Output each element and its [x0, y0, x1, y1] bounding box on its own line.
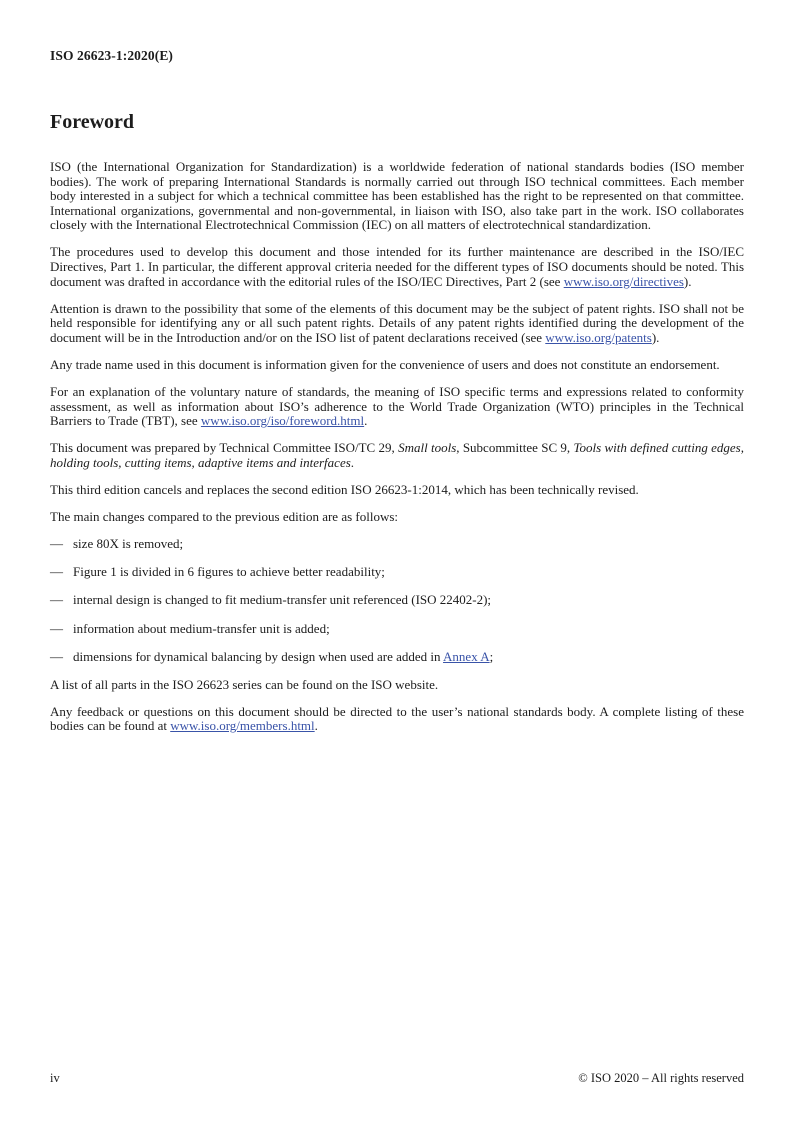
list-item-text: [73, 622, 744, 637]
text-run: dimensions for dynamical balancing by design when used are added in: [73, 648, 444, 664]
paragraph: [50, 705, 744, 734]
paragraph: [50, 510, 744, 525]
list-dash: —: [50, 592, 63, 608]
text-run: , Subcommittee SC 9,: [456, 440, 574, 456]
italic-text: Tools with defined cutting edges, holding tools, cutting items, adaptive items and interfaces: [50, 440, 744, 470]
list-item-text: [73, 650, 744, 665]
text-run: This document was prepared by Technical Committee ISO/TC 29,: [50, 440, 399, 456]
change-list-item: [50, 593, 744, 608]
paragraph: [50, 441, 744, 470]
list-item-text: [73, 537, 744, 552]
text-run: .: [364, 413, 368, 429]
hyperlink[interactable]: www.iso.org/patents: [545, 329, 652, 345]
foreword-paragraphs: [50, 160, 744, 734]
text-run: ).: [651, 329, 660, 345]
paragraph: [50, 302, 744, 346]
list-dash: —: [50, 536, 63, 552]
paragraph: [50, 160, 744, 233]
page-footer: [50, 1071, 744, 1086]
hyperlink[interactable]: www.iso.org/members.html: [170, 718, 315, 734]
text-run: Any trade name used in this document is information given for the convenience of users and does not constitute an endorsement.: [50, 357, 720, 373]
list-dash: —: [50, 620, 63, 636]
paragraph: [50, 678, 744, 693]
text-run: The procedures used to develop this document and those intended for its further maintenance are described in the ISO/IEC Directives, Part 1. In particular, the different approval criteria needed for the different types of ISO documents should be noted. This document was drafted in accordance with the editorial rules of the ISO/IEC Directives, Part 2 (see: [50, 244, 744, 289]
change-list-item: [50, 622, 744, 637]
hyperlink[interactable]: www.iso.org/iso/foreword.html: [200, 413, 365, 429]
list-item-text: [73, 593, 744, 608]
paragraph: [50, 358, 744, 373]
paragraph: [50, 483, 744, 498]
text-run: A list of all parts in the ISO 26623 series can be found on the ISO website.: [50, 676, 439, 692]
hyperlink[interactable]: www.iso.org/directives: [563, 273, 684, 289]
paragraph: [50, 245, 744, 289]
text-run: .: [350, 455, 355, 470]
text-run: This third edition cancels and replaces the second edition ISO 26623-1:2014, which has been technically revised.: [50, 482, 639, 498]
change-list-item: [50, 650, 744, 665]
list-dash: —: [50, 648, 63, 664]
text-run: ).: [683, 273, 692, 289]
text-run: size 80X is removed;: [73, 536, 184, 552]
italic-text: Small tools: [398, 440, 457, 456]
copyright-notice: © ISO 2020 – All rights reserved: [578, 1071, 744, 1085]
page-title: Foreword: [50, 111, 135, 133]
list-item-text: [73, 565, 744, 580]
text-run: internal design is changed to fit medium-transfer unit referenced (ISO 22402-2);: [73, 592, 492, 608]
text-run: The main changes compared to the previous edition are as follows:: [50, 509, 399, 525]
text-run: Attention is drawn to the possibility that some of the elements of this document may be the subject of patent rights. ISO shall not be held responsible for identifying any or all such patent rights. Details of any patent rights identified during the development of the document will be in the Introduction and/or on the ISO list of patent declarations received (see: [50, 300, 744, 345]
page-number: iv: [50, 1071, 60, 1085]
text-run: ISO (the International Organization for Standardization) is a worldwide federation of national standards bodies (ISO member bodies). The work of preparing International Standards is normally carried out through ISO technical committees. Each member body interested in a subject for which a technical committee has been established has the right to be represented on that committee. International organizations, governmental and non-governmental, in liaison with ISO, also take part in the work. ISO collaborates closely with the International Electrotechnical Commission (IEC) on all matters of electrotechnical standardization.: [50, 159, 744, 233]
text-run: ;: [489, 648, 494, 664]
text-run: For an explanation of the voluntary nature of standards, the meaning of ISO specific terms and expressions related to conformity assessment, as well as information about ISO’s adherence to the World Trade Organization (WTO) principles in the Technical Barriers to Trade (TBT), see: [50, 384, 744, 429]
text-run: Figure 1 is divided in 6 figures to achieve better readability;: [73, 564, 385, 580]
change-list-item: [50, 565, 744, 580]
text-run: Any feedback or questions on this document should be directed to the user’s national standards body. A complete listing of these bodies can be found at: [50, 703, 744, 734]
text-run: .: [314, 718, 318, 734]
change-list-item: [50, 537, 744, 552]
list-dash: —: [50, 564, 63, 580]
paragraph: [50, 385, 744, 429]
document-reference-header: ISO 26623-1:2020(E): [50, 48, 174, 63]
text-run: information about medium-transfer unit is added;: [73, 620, 330, 636]
hyperlink[interactable]: Annex A: [443, 648, 490, 664]
